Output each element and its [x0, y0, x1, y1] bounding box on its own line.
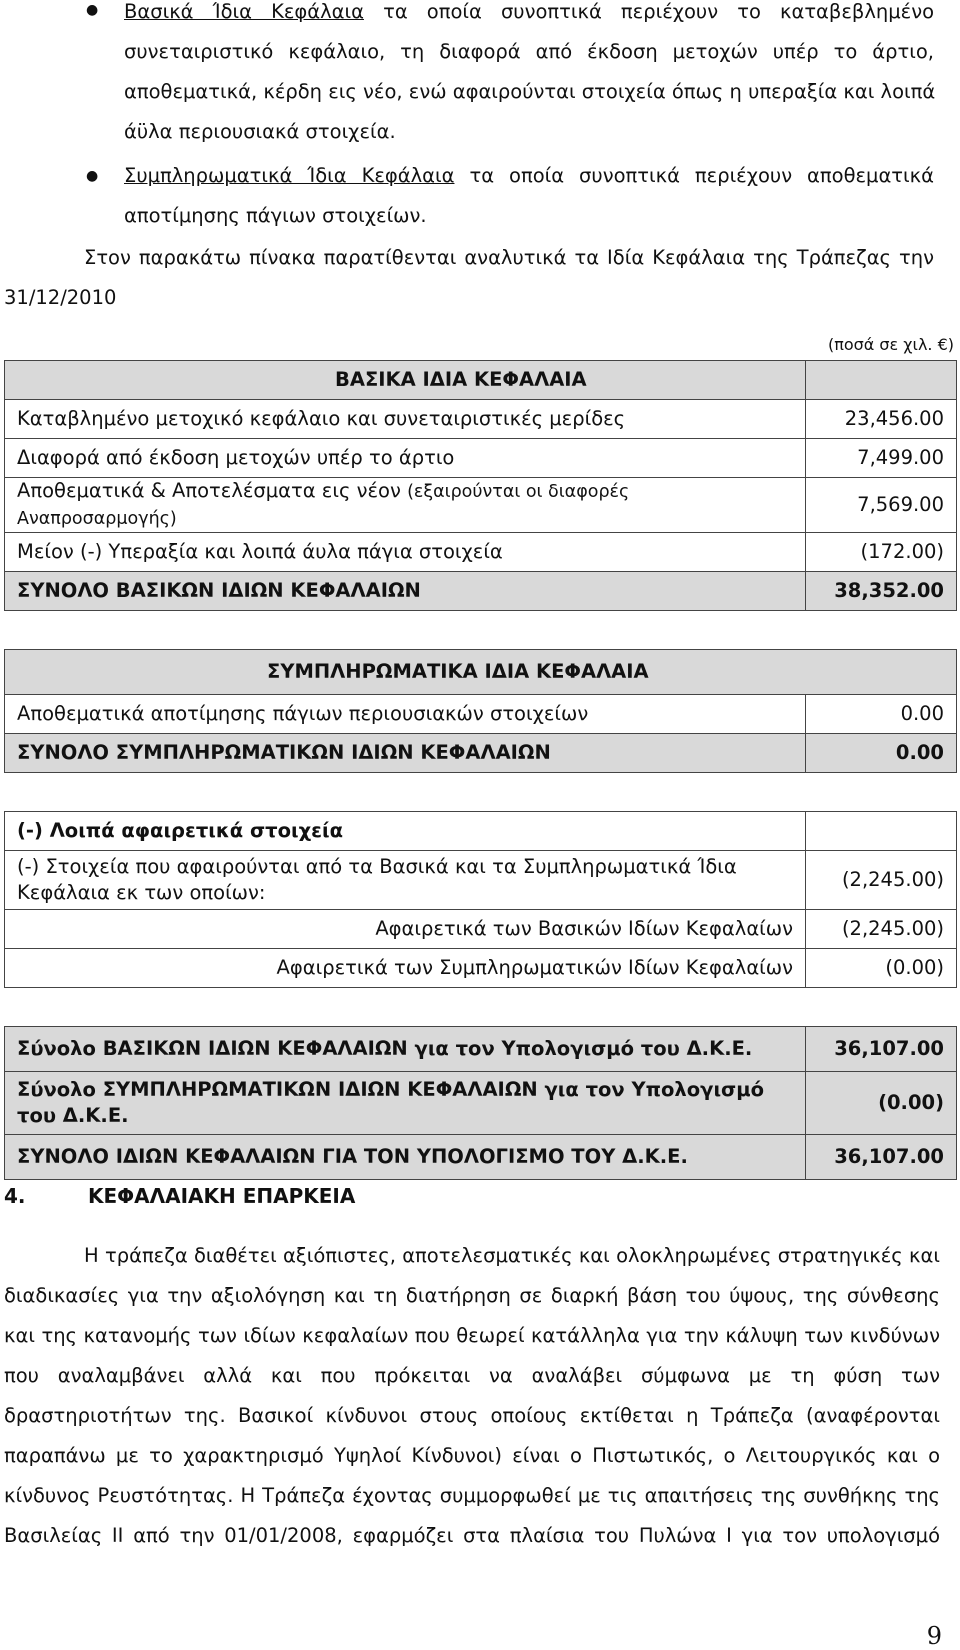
row-value: (172.00) — [806, 533, 957, 572]
bullet-dot-icon: ● — [86, 168, 99, 184]
total-label: ΣΥΝΟΛΟ ΒΑΣΙΚΩΝ ΙΔΙΩΝ ΚΕΦΑΛΑΙΩΝ — [5, 572, 806, 611]
term-supplementary-own-funds: Συμπληρωματικά Ίδια Κεφάλαια — [124, 164, 455, 187]
bullet1-line1: τα οποία συνοπτικά περιέχουν το καταβεβλημένο — [383, 0, 935, 23]
row-label: Αφαιρετικά των Βασικών Ιδίων Κεφαλαίων — [5, 910, 806, 949]
table-row — [5, 650, 957, 695]
bullet1-line4: άϋλα περιουσιακά στοιχεία. — [124, 120, 396, 143]
table-row-total — [5, 1135, 957, 1180]
row-value: 23,456.00 — [806, 400, 957, 439]
bullet2-line1: τα οποία συνοπτικά περιέχουν αποθεματικά — [469, 164, 934, 187]
paragraph-line: Η τράπεζα διαθέτει αξιόπιστες, αποτελεσματικές και ολοκληρωμένες στρατηγικές και — [84, 1244, 940, 1267]
table-row — [5, 812, 957, 851]
section-number: 4. — [4, 1184, 26, 1208]
row-value: 7,569.00 — [806, 478, 957, 533]
total-label: ΣΥΝΟΛΟ ΣΥΜΠΛΗΡΩΜΑΤΙΚΩΝ ΙΔΙΩΝ ΚΕΦΑΛΑΙΩΝ — [5, 734, 806, 773]
basic-own-funds-header: ΒΑΣΙΚΑ ΙΔΙΑ ΚΕΦΑΛΑΙΑ — [5, 361, 806, 400]
paragraph-line: διαδικασίες για την αξιολόγηση και τη διατήρηση σε διαρκή βάση του ύψους, της σύνθεσης — [4, 1284, 940, 1307]
total-value: 38,352.00 — [806, 572, 957, 611]
row-value: 0.00 — [806, 695, 957, 734]
paragraph-line: και της κατανομής των ιδίων κεφαλαίων που θεωρεί κατάλληλα για την κάλυψη των κινδύνων — [4, 1324, 940, 1347]
grand-total-label: ΣΥΝΟΛΟ ΙΔΙΩΝ ΚΕΦΑΛΑΙΩΝ ΓΙΑ ΤΟΝ ΥΠΟΛΟΓΙΣΜΟ ΤΟΥ Δ.Κ.Ε. — [5, 1135, 806, 1180]
table-row-total — [5, 1027, 957, 1072]
section-heading — [4, 1184, 355, 1208]
paragraph-line: δραστηριοτήτων της. Βασικοί κίνδυνοι στους οποίους εκτίθεται η Τράπεζα (αναφέρονται — [4, 1404, 940, 1427]
deductions-header: (-) Λοιπά αφαιρετικά στοιχεία — [5, 812, 806, 851]
total-value: 0.00 — [806, 734, 957, 773]
row-label: (-) Στοιχεία που αφαιρούνται από τα Βασικά και τα Συμπληρωματικά Ίδια Κεφάλαια εκ των οποίων: — [5, 851, 806, 910]
bullet1-line3: αποθεματικά, κέρδη εις νέο, ενώ αφαιρούνται στοιχεία όπως η υπεραξία και λοιπά — [124, 80, 936, 103]
table-row — [5, 695, 957, 734]
table-row — [5, 910, 957, 949]
table-row — [5, 439, 957, 478]
table-row — [5, 949, 957, 988]
bullet1-line2: συνεταιριστικό κεφάλαιο, τη διαφορά από έκδοση μετοχών υπέρ το άρτιο, — [124, 40, 934, 63]
table-row-total — [5, 572, 957, 611]
row-value: (2,245.00) — [806, 851, 957, 910]
intro-paragraph-line1: Στον παρακάτω πίνακα παρατίθενται αναλυτικά τα Ιδία Κεφάλαια της Τράπεζας την — [84, 246, 934, 269]
page-number: 9 — [926, 1622, 942, 1650]
table-row — [5, 851, 957, 910]
row-label: Αφαιρετικά των Συμπληρωματικών Ιδίων Κεφαλαίων — [5, 949, 806, 988]
row-value: (0.00) — [806, 949, 957, 988]
total-value: 36,107.00 — [806, 1027, 957, 1072]
table-row — [5, 400, 957, 439]
row-label-note: (εξαιρούνται οι διαφορές Αναπροσαρμογής) — [17, 482, 630, 529]
table-row-total — [5, 734, 957, 773]
intro-paragraph-date: 31/12/2010 — [4, 286, 117, 309]
section-paragraph — [4, 1236, 940, 1556]
paragraph-line: Βασιλείας ΙΙ από την 01/01/2008, εφαρμόζει στα πλαίσια του Πυλώνα Ι για τον υπολογισμό — [4, 1524, 940, 1547]
grand-total-value: 36,107.00 — [806, 1135, 957, 1180]
row-label: Αποθεματικά αποτίμησης πάγιων περιουσιακών στοιχείων — [5, 695, 806, 734]
unit-note: (ποσά σε χιλ. €) — [827, 335, 954, 354]
section-title: ΚΕΦΑΛΑΙΑΚΗ ΕΠΑΡΚΕΙΑ — [88, 1184, 356, 1208]
row-value: 7,499.00 — [806, 439, 957, 478]
row-label: Αποθεματικά & Αποτελέσματα εις νέον — [17, 479, 401, 502]
table-row-total — [5, 1072, 957, 1135]
total-label: Σύνολο ΒΑΣΙΚΩΝ ΙΔΙΩΝ ΚΕΦΑΛΑΙΩΝ για τον Υπολογισμό του Δ.Κ.Ε. — [5, 1027, 806, 1072]
bullet2-line2: αποτίμησης πάγιων στοιχείων. — [124, 204, 427, 227]
row-label: Μείον (-) Υπεραξία και λοιπά άυλα πάγια στοιχεία — [5, 533, 806, 572]
term-basic-own-funds: Βασικά Ίδια Κεφάλαια — [124, 0, 364, 23]
paragraph-line: κίνδυνος Ρευστότητας. Η Τράπεζα έχοντας συμμορφωθεί με τις απαιτήσεις της συνθήκης της — [4, 1484, 940, 1507]
row-label: Καταβλημένο μετοχικό κεφάλαιο και συνεταιριστικές μερίδες — [5, 400, 806, 439]
bullet-dot-icon: ● — [86, 2, 99, 18]
total-value: (0.00) — [806, 1072, 957, 1135]
paragraph-line: παραπάνω με το χαρακτηρισμό Υψηλοί Κίνδυνοι) είναι ο Πιστωτικός, ο Λειτουργικός και ο — [4, 1444, 940, 1467]
row-value: (2,245.00) — [806, 910, 957, 949]
table-row — [5, 361, 957, 400]
row-label: Διαφορά από έκδοση μετοχών υπέρ το άρτιο — [5, 439, 806, 478]
total-label: Σύνολο ΣΥΜΠΛΗΡΩΜΑΤΙΚΩΝ ΙΔΙΩΝ ΚΕΦΑΛΑΙΩΝ για τον Υπολογισμό του Δ.Κ.Ε. — [5, 1072, 806, 1135]
table-row — [5, 533, 957, 572]
own-funds-table — [4, 360, 957, 1180]
paragraph-line: που αναλαμβάνει αλλά και που πρόκειται να αναλάβει σύμφωνα με τη φύση των — [4, 1364, 940, 1387]
supplementary-own-funds-header: ΣΥΜΠΛΗΡΩΜΑΤΙΚΑ ΙΔΙΑ ΚΕΦΑΛΑΙΑ — [5, 650, 957, 695]
table-row — [5, 478, 957, 533]
